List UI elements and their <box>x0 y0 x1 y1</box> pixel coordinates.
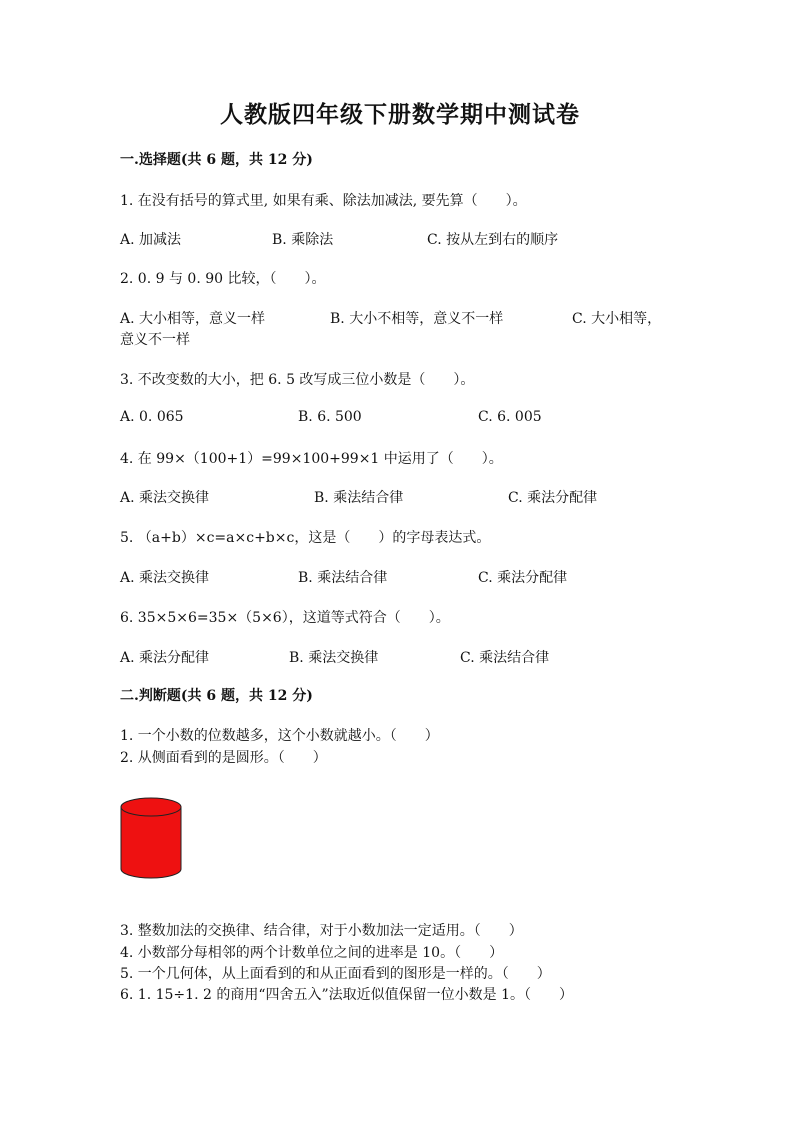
question-text: 4. 在 99×（100+1）=99×100+99×1 中运用了（ ）。 <box>120 451 503 467</box>
option-a: A. 加减法 <box>120 232 182 248</box>
page-title: 人教版四年级下册数学期中测试卷 <box>220 101 580 128</box>
cylinder-top <box>121 798 181 816</box>
section-heading-choice: 一.选择题(共 6 题，共 12 分) <box>120 152 313 168</box>
cylinder-body <box>121 807 181 878</box>
option-c: C. 按从左到右的顺序 <box>427 232 559 248</box>
option-a: A. 大小相等，意义一样 <box>120 311 266 327</box>
option-a: A. 乘法交换律 <box>120 490 210 506</box>
statement-item: 3. 整数加法的交换律、结合律，对于小数加法一定适用。（ ） <box>120 923 523 939</box>
option-a: A. 0. 065 <box>120 409 184 425</box>
question-text: 5. （a+b）×c=a×c+b×c，这是（ ）的字母表达式。 <box>120 530 491 546</box>
question-text: 6. 35×5×6=35×（5×6），这道等式符合（ ）。 <box>120 610 450 626</box>
option-c: C. 乘法分配律 <box>478 570 568 586</box>
section-heading-judgement: 二.判断题(共 6 题，共 12 分) <box>120 688 313 704</box>
option-b: B. 乘法交换律 <box>289 650 379 666</box>
question-text: 3. 不改变数的大小，把 6. 5 改写成三位小数是（ ）。 <box>120 372 475 388</box>
statement-item: 1. 一个小数的位数越多，这个小数就越小。（ ） <box>120 728 439 744</box>
option-c: C. 乘法分配律 <box>508 490 598 506</box>
statement-item: 4. 小数部分每相邻的两个计数单位之间的进率是 10。（ ） <box>120 945 504 961</box>
option-c: C. 6. 005 <box>478 409 542 425</box>
statement-item: 5. 一个几何体，从上面看到的和从正面看到的图形是一样的。（ ） <box>120 966 551 982</box>
question-text: 1. 在没有括号的算式里, 如果有乘、除法加减法, 要先算（ ）。 <box>120 193 527 209</box>
option-b: B. 乘法结合律 <box>298 570 388 586</box>
option-c: C. 大小相等， <box>572 311 662 327</box>
option-a: A. 乘法交换律 <box>120 570 210 586</box>
red-cylinder-figure <box>118 796 184 880</box>
option-b: B. 大小不相等，意义不一样 <box>330 311 504 327</box>
statement-item: 2. 从侧面看到的是圆形。（ ） <box>120 750 327 766</box>
question-text: 2. 0. 9 与 0. 90 比较，（ ）。 <box>120 271 326 287</box>
option-a: A. 乘法分配律 <box>120 650 210 666</box>
statement-item: 6. 1. 15÷1. 2 的商用“四舍五入”法取近似值保留一位小数是 1。（ ） <box>120 987 573 1003</box>
option-b: B. 6. 500 <box>298 409 362 425</box>
option-c-continued: 意义不一样 <box>120 332 190 348</box>
option-c: C. 乘法结合律 <box>460 650 550 666</box>
option-b: B. 乘除法 <box>272 232 334 248</box>
option-b: B. 乘法结合律 <box>314 490 404 506</box>
